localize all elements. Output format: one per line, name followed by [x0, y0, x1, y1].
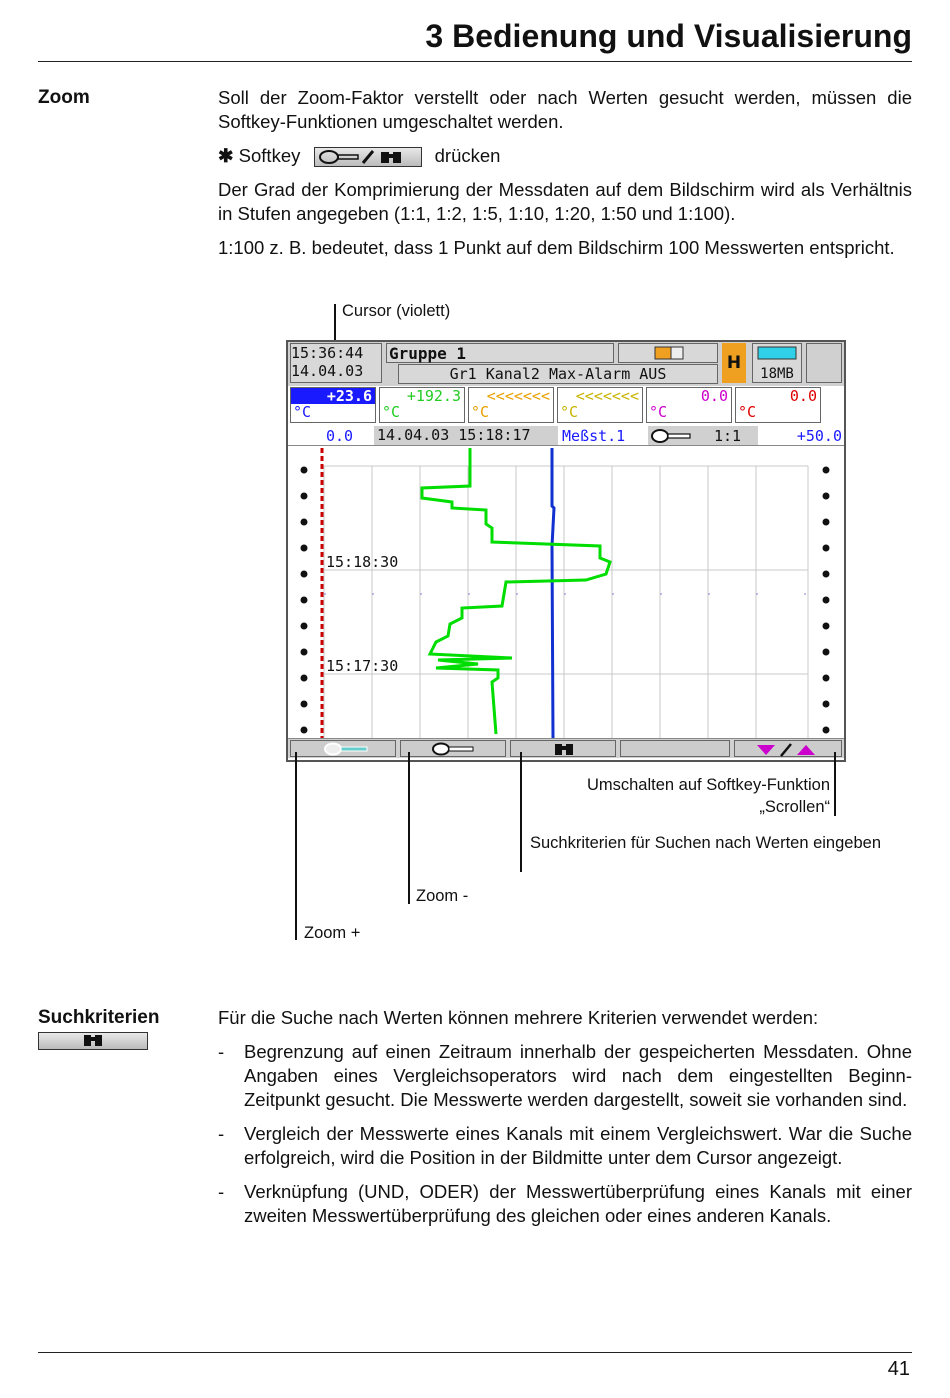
- cursor-datetime: 14.04.03 15:18:17: [374, 426, 558, 445]
- channel-unit: °C: [738, 403, 757, 421]
- channel-unit: °C: [560, 403, 579, 421]
- blue-trend: [552, 448, 554, 738]
- softkey-bar: [288, 738, 844, 758]
- channel-unit: °C: [649, 403, 668, 421]
- zoom-indicator: [648, 426, 758, 445]
- zoom-body: [218, 86, 912, 270]
- battery-box: [618, 343, 718, 363]
- chapter-title: 3 Bedienung und Visualisierung: [425, 18, 912, 54]
- right-marker-dots: [823, 467, 830, 734]
- channel-box: [735, 387, 821, 423]
- step-star-icon: ✱: [218, 145, 234, 166]
- zoom-lens-icon: [650, 427, 700, 445]
- zoom-paragraph-3: 1:100 z. B. bedeutet, dass 1 Punkt auf dem Bildschirm 100 Messwerten entspricht.: [218, 237, 895, 258]
- scale-max: +50.0: [796, 427, 842, 445]
- search-callout-line: [520, 752, 522, 872]
- zoom-plus-icon: [291, 741, 397, 758]
- header-rule: [38, 61, 912, 62]
- softkey-blank[interactable]: [620, 740, 730, 757]
- h-badge: H: [722, 343, 746, 383]
- cursor-callout-label: Cursor (violett): [342, 302, 451, 320]
- measure-point: Meßst.1: [562, 427, 626, 445]
- channel-box: [646, 387, 732, 423]
- channel-unit: °C: [471, 403, 490, 421]
- chart-grid: [324, 466, 808, 738]
- trend-chart: [288, 446, 844, 738]
- time-label-1: 15:18:30: [326, 553, 399, 571]
- clock-box: [290, 343, 382, 383]
- step-text-before: Softkey: [238, 145, 301, 166]
- search-criteria-list: [218, 1040, 912, 1228]
- zoom-side-heading: Zoom: [38, 87, 90, 108]
- channel-value: <<<<<<<: [486, 387, 550, 405]
- search-callout-label: Suchkriterien für Suchen nach Werten eingeben: [530, 834, 881, 852]
- zoom-ratio: 1:1: [714, 427, 742, 445]
- channel-box: [379, 387, 465, 423]
- channel-value: +23.6: [291, 388, 375, 404]
- memory-box: [752, 343, 802, 383]
- list-item: [218, 1122, 912, 1170]
- recorder-screen: [286, 340, 846, 762]
- memory-card-icon: [754, 344, 800, 362]
- zoom-paragraph-1: Soll der Zoom-Faktor verstellt oder nach Werten gesucht werden, müssen die Softkey-Funktionen umgeschaltet werden.: [218, 87, 912, 132]
- zoom-paragraph-2: Der Grad der Komprimierung der Messdaten auf dem Bildschirm wird als Verhältnis in Stufen angegeben (1:1, 1:2, 1:5, 1:10, 1:20, 1:50 und 1:100).: [218, 179, 912, 224]
- channel-box: [290, 387, 376, 423]
- zoom-minus-icon: [401, 741, 507, 758]
- scroll-callout-label: Umschalten auf Softkey-Funktion „Scrollen“: [586, 776, 830, 816]
- left-marker-dots: [301, 467, 308, 734]
- zoom-step: [218, 144, 912, 168]
- channel-unit: °C: [382, 403, 401, 421]
- list-dash: -: [218, 1123, 225, 1144]
- page-number: 41: [887, 1358, 910, 1380]
- clock-date: 14.04.03: [291, 362, 364, 380]
- group-name: Gruppe 1: [386, 343, 614, 363]
- search-side-heading: Suchkriterien: [38, 1007, 160, 1028]
- alarm-message: Gr1 Kanal2 Max-Alarm AUS: [398, 364, 718, 384]
- list-dash: -: [218, 1181, 225, 1202]
- list-text: Vergleich der Messwerte eines Kanals mit einem Vergleichswert. War die Suche erfolgreich, wird die Position in der Bildmitte unter dem Cursor angezeigt.: [244, 1123, 912, 1168]
- list-dash: -: [218, 1041, 225, 1062]
- search-body: [218, 1006, 912, 1238]
- memory-size: 18MB: [760, 366, 794, 382]
- list-item: [218, 1040, 912, 1112]
- search-intro: Für die Suche nach Werten können mehrere Kriterien verwendet werden:: [218, 1007, 819, 1028]
- zoom-plus-callout-label: Zoom +: [304, 924, 361, 942]
- channel-value: +192.3: [406, 387, 461, 405]
- battery-icon: [619, 344, 719, 362]
- list-text: Verknüpfung (UND, ODER) der Messwertüberprüfung eines Kanals mit einer zweiten Messwertüberprüfung des gleichen oder eines anderen Kanals.: [244, 1181, 912, 1226]
- softkey-scroll[interactable]: [734, 740, 842, 757]
- footer-rule: [38, 1352, 912, 1353]
- list-item: [218, 1180, 912, 1228]
- channel-value: 0.0: [700, 387, 728, 405]
- channel-value: 0.0: [789, 387, 817, 405]
- clock-time: 15:36:44: [291, 344, 364, 362]
- scroll-callout-line: [834, 752, 836, 816]
- channel-value: <<<<<<<: [575, 387, 639, 405]
- zoom-plus-callout-line: [295, 752, 297, 940]
- softkey-zoom-minus[interactable]: [400, 740, 506, 757]
- softkey-search[interactable]: [510, 740, 616, 757]
- status-blank: [806, 343, 842, 383]
- softkey-zoom-plus[interactable]: [290, 740, 396, 757]
- scale-min: 0.0: [326, 427, 354, 445]
- channel-box: [557, 387, 643, 423]
- scroll-arrows-icon: [735, 741, 843, 758]
- step-text-after: drücken: [434, 145, 501, 166]
- zoom-minus-callout-line: [408, 752, 410, 904]
- search-softkey-icon: [38, 1032, 148, 1050]
- channel-unit: °C: [293, 403, 312, 421]
- list-text: Begrenzung auf einen Zeitraum innerhalb der gespeicherten Messdaten. Ohne Angaben eines Vergleichsoperators wird nach dem eingestellten Beginn-Zeitpunkt gesucht. Die Messwerte werden dargestellt, soweit sie vorhanden sind.: [244, 1041, 912, 1110]
- zoom-minus-callout-label: Zoom -: [416, 887, 469, 905]
- channel-box: [468, 387, 554, 423]
- time-label-2: 15:17:30: [326, 657, 399, 675]
- zoom-search-softkey-icon: [314, 147, 422, 167]
- binoculars-icon: [511, 741, 617, 758]
